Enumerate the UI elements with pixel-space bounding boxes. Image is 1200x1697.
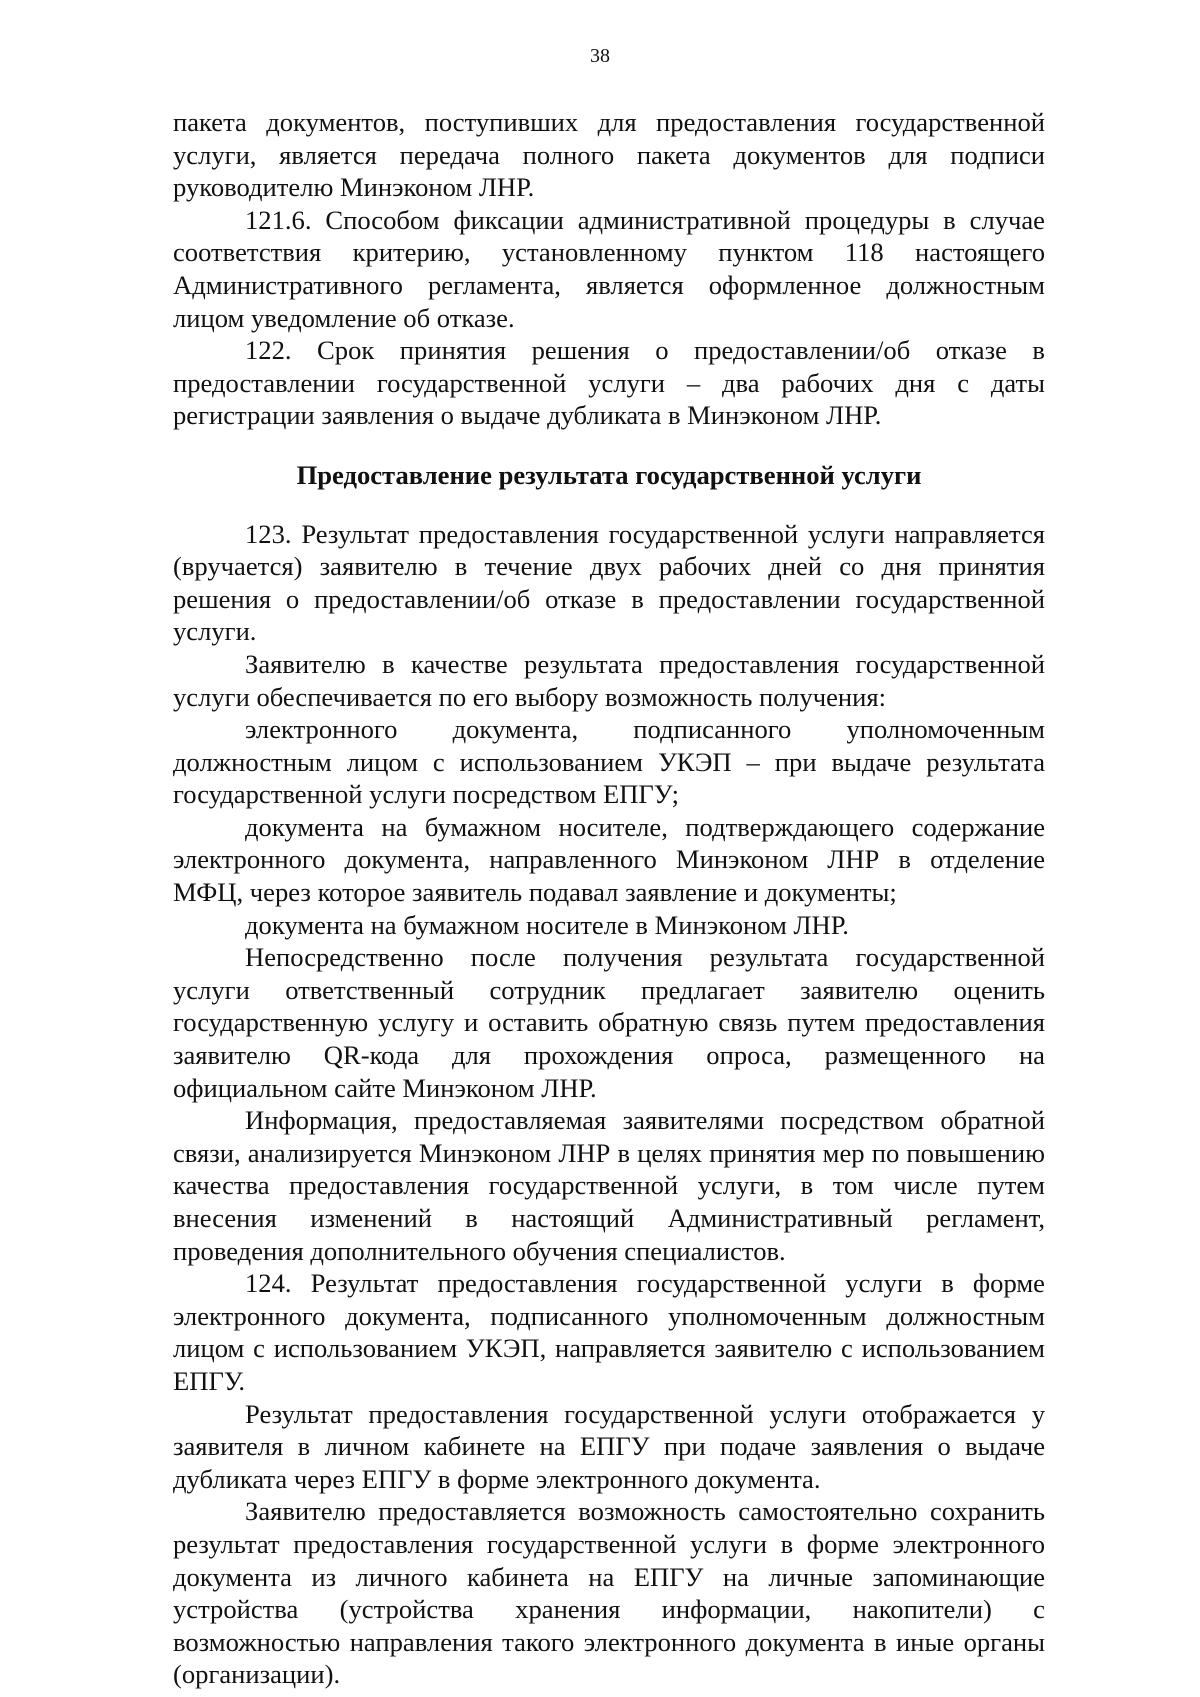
page-number: 38 (590, 45, 610, 67)
paragraph: Непосредственно после получения результата государственной услуги ответственный сотрудник предлагает заявителю оценить государственную услугу и оставить обратную связь путем предоставления заявителю QR-кода для прохождения опроса, размещенного на официальном сайте Минэконом ЛНР. (173, 942, 1045, 1103)
paragraph: Результат предоставления государственной услуги отображается у заявителя в личном кабинете на ЕПГУ при подаче заявления о выдаче дубликата через ЕПГУ в форме электронного документа. (173, 1398, 1045, 1494)
paragraph: Заявителю предоставляется возможность самостоятельно сохранить результат предоставления государственной услуги в форме электронного документа из личного кабинета на ЕПГУ на личные запоминающие устройства (устройства хранения информации, накопители) с возможностью направления такого электронного документа в иные органы (организации). (173, 1496, 1045, 1690)
paragraph: Информация, предоставляемая заявителями посредством обратной связи, анализируется Минэконом ЛНР в целях принятия мер по повышению качества предоставления государственной услуги, в том числе путем внесения изменений в настоящий Административный регламент, проведения дополнительного обучения специалистов. (173, 1105, 1045, 1266)
paragraph-123: 123. Результат предоставления государственной услуги направляется (вручается) заявителю в течение двух рабочих дней со дня принятия решения о предоставлении/об отказе в предоставлении государственной услуги. (173, 518, 1045, 647)
paragraph-121-6: 121.6. Способом фиксации административной процедуры в случае соответствия критерию, установленному пунктом 118 настоящего Административного регламента, является оформленное должностным лицом уведомление об отказе. (173, 204, 1045, 333)
paragraph: пакета документов, поступивших для предоставления государственной услуги, является передача полного пакета документов для подписи руководителю Минэконом ЛНР. (173, 107, 1045, 203)
paragraph-122: 122. Срок принятия решения о предоставлении/об отказе в предоставлении государственной услуги – два рабочих дня с даты регистрации заявления о выдаче дубликата в Минэконом ЛНР. (173, 335, 1045, 431)
paragraph: Заявителю в качестве результата предоставления государственной услуги обеспечивается по его выбору возможность получения: (173, 648, 1045, 712)
list-item: документа на бумажном носителе в Минэконом ЛНР. (245, 909, 849, 940)
document-body (173, 106, 1045, 1691)
list-item: электронного документа, подписанного уполномоченным должностным лицом с использованием УКЭП – при выдаче результата государственной услуги посредством ЕПГУ; (173, 714, 1045, 810)
section-heading: Предоставление результата государственной услуги (296, 459, 922, 490)
paragraph-124: 124. Результат предоставления государственной услуги в форме электронного документа, подписанного уполномоченным должностным лицом с использованием УКЭП, направляется заявителю с использованием ЕПГУ. (173, 1268, 1045, 1396)
list-item: документа на бумажном носителе, подтверждающего содержание электронного документа, направленного Минэконом ЛНР в отделение МФЦ, через которое заявитель подавал заявление и документы; (173, 811, 1045, 908)
